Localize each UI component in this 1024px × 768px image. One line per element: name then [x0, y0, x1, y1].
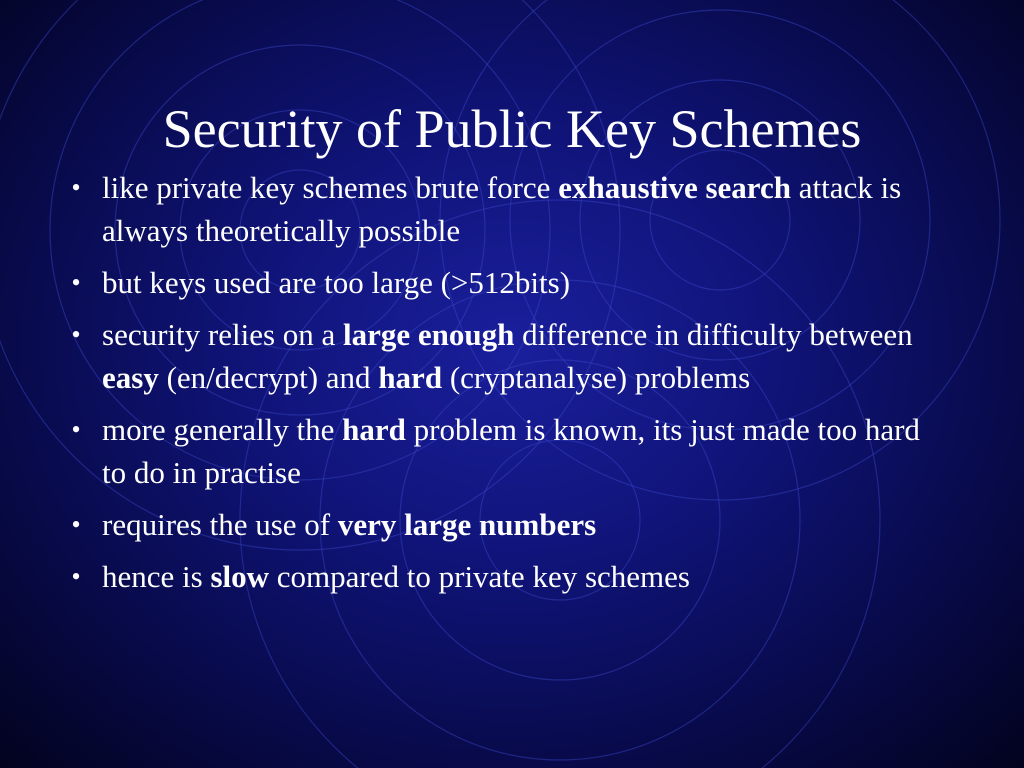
- bullet-text: like private key schemes brute force: [102, 170, 559, 205]
- bullet-dot-icon: •: [71, 562, 81, 591]
- bullet-emphasis-text: hard: [342, 412, 406, 447]
- bullet-item: [62, 261, 942, 304]
- bullet-text: problem is known, its just made too hard to do in practise: [102, 412, 920, 490]
- bullet-text: difference in difficulty between: [514, 317, 913, 352]
- bullet-emphasis-text: large enough: [343, 317, 515, 352]
- bullet-item: [62, 408, 942, 494]
- bullet-emphasis-text: easy: [102, 360, 159, 395]
- bullet-text: attack is always theoretically possible: [102, 170, 902, 248]
- bullet-emphasis-text: slow: [210, 559, 270, 594]
- bullet-text: security relies on a: [102, 317, 344, 352]
- bullet-dot-icon: •: [71, 320, 81, 349]
- bullet-text: (en/decrypt) and: [158, 360, 379, 395]
- bullet-emphasis-text: very large numbers: [337, 507, 597, 542]
- bullet-text: requires the use of: [102, 507, 338, 542]
- bullet-dot-icon: •: [71, 173, 81, 202]
- bullet-item: [62, 166, 942, 252]
- bullet-list: [62, 166, 942, 607]
- slide-title: Security of Public Key Schemes: [162, 99, 862, 159]
- bullet-text: but keys used are too large (>512bits): [102, 265, 571, 300]
- bullet-item: [62, 313, 942, 399]
- bullet-text: compared to private key schemes: [269, 559, 690, 594]
- bullet-dot-icon: •: [71, 415, 81, 444]
- bullet-emphasis-text: hard: [378, 360, 443, 395]
- bullet-text: (cryptanalyse) problems: [442, 360, 751, 395]
- bullet-dot-icon: •: [71, 268, 81, 297]
- bullet-text: hence is: [102, 559, 211, 594]
- bullet-item: [62, 503, 942, 546]
- bullet-item: [62, 555, 942, 598]
- bullet-emphasis-text: exhaustive search: [558, 170, 791, 205]
- bullet-text: more generally the: [102, 412, 343, 447]
- bullet-dot-icon: •: [71, 510, 81, 539]
